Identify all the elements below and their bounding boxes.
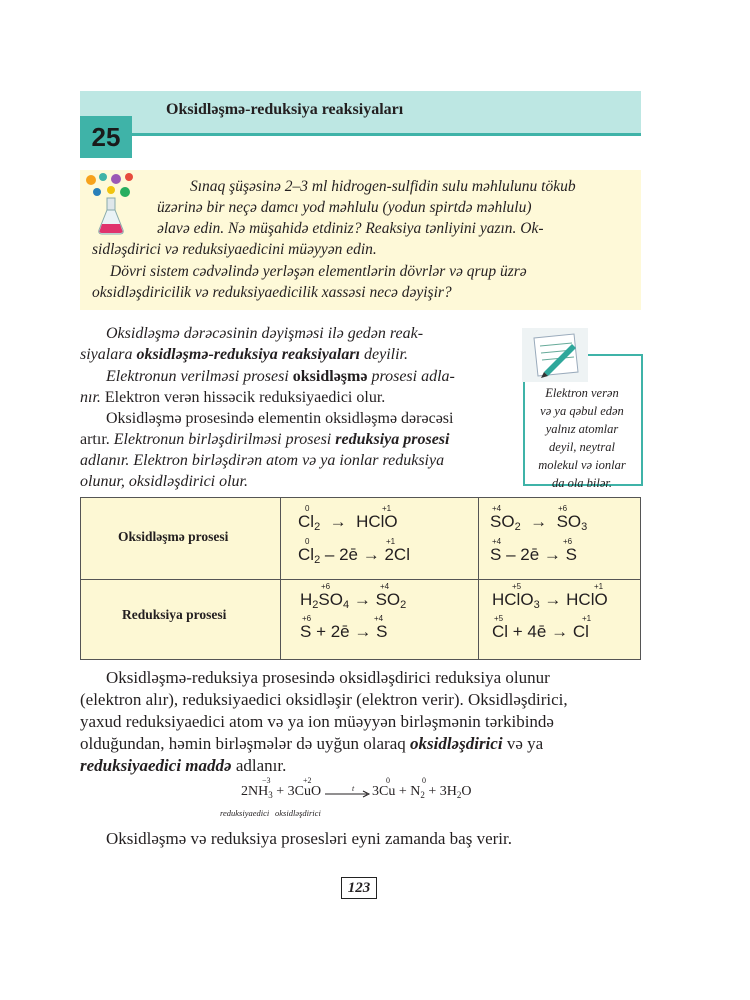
formula: 3Cu + N — [372, 784, 421, 799]
term-reduction: reduksiya prosesi — [335, 431, 450, 448]
formula: Cl — [298, 545, 315, 564]
reaction-equation — [241, 784, 321, 800]
arrow: → — [530, 512, 548, 531]
subscript: 3 — [533, 599, 540, 611]
oxidation-state: +1 — [582, 614, 592, 623]
text: adlanır. — [231, 756, 287, 775]
oxidation-state: +6 — [563, 537, 573, 546]
electrons: – 2ē — [501, 545, 544, 564]
subscript: 4 — [342, 599, 350, 611]
oxidation-state: +6 — [558, 504, 568, 513]
paragraph-line — [80, 733, 543, 755]
formula: S — [490, 545, 502, 564]
subscript: 2 — [420, 790, 425, 800]
equation — [300, 622, 387, 642]
formula: S — [565, 545, 577, 564]
page-number: 123 — [341, 877, 377, 899]
formula: S — [300, 622, 312, 641]
task-line: əlavə edin. Nə müşahidə etdiniz? Reaksiya tənliyini yazın. Ok- — [157, 220, 544, 237]
table-divider — [80, 579, 641, 580]
formula: Cl — [572, 622, 589, 641]
paragraph-line: yaxud reduksiyaedici atom və ya ion müəyyən birləşmənin tərkibində — [80, 712, 554, 731]
text: olduğundan, həmin birləşmələr də uyğun olaraq — [80, 734, 410, 753]
arrow: → — [362, 545, 380, 564]
formula: Cl — [492, 622, 509, 641]
task-line: Sınaq şüşəsinə 2–3 ml hidrogen-sulfidin sulu məhlulunu tökub — [190, 178, 576, 195]
note-line: deyil, neytral — [549, 440, 615, 454]
formula: HClO — [566, 590, 608, 609]
equation — [298, 512, 398, 533]
formula: Cl — [298, 512, 315, 531]
note-line: Elektron verən — [545, 386, 619, 400]
term-redox-reactions: oksidləşmə-reduksiya reaksiyaları — [136, 346, 360, 363]
oxidation-state: +4 — [492, 537, 502, 546]
note-line: və ya qəbul edən — [540, 404, 624, 418]
oxidation-state: 0 — [422, 776, 426, 785]
formula: O — [461, 784, 472, 799]
equation — [300, 590, 406, 611]
electrons: + 2ē — [311, 622, 355, 641]
note-line: molekul və ionlar — [538, 458, 626, 472]
oxidation-state: +4 — [492, 504, 502, 513]
formula: SO — [375, 590, 401, 609]
definition-line — [80, 344, 408, 365]
equation — [492, 590, 608, 611]
arrow: → — [354, 622, 372, 641]
equation — [492, 622, 589, 642]
subscript: 2 — [312, 599, 319, 611]
definition-line: Oksidləşmə dərəcəsinin dəyişməsi ilə gedən reak- — [106, 325, 424, 342]
arrow: → — [353, 590, 371, 609]
formula: HClO — [492, 590, 534, 609]
subscript: 2 — [514, 521, 521, 533]
oxidation-state: +5 — [512, 582, 522, 591]
text: nır. — [80, 389, 101, 406]
lab-flask-icon — [83, 172, 143, 236]
term-oxidation: oksidləşmə — [292, 368, 368, 385]
subscript: 2 — [400, 599, 407, 611]
definition-line — [106, 366, 455, 387]
oxidation-state: +4 — [374, 614, 384, 623]
subscript: 3 — [581, 521, 588, 533]
definition-line — [80, 429, 449, 450]
formula: SO — [556, 512, 582, 531]
subscript: 2 — [314, 554, 321, 566]
note-line: da ola bilər. — [551, 476, 613, 490]
text: Elektronun verilməsi prosesi — [106, 368, 293, 385]
definition-line: Oksidləşmə prosesində elementin oksidləşmə dərəcəsi — [106, 410, 454, 427]
oxidation-state: +5 — [494, 614, 504, 623]
equation — [490, 512, 587, 533]
formula: SO — [490, 512, 515, 531]
oxidation-state: 0 — [386, 776, 390, 785]
oxidation-state: +1 — [594, 582, 604, 591]
notepad-pencil-icon — [522, 328, 588, 382]
formula: + 3H — [424, 784, 457, 799]
arrow: → — [543, 545, 561, 564]
reaction-condition: t — [352, 784, 355, 793]
row-label-oxidation: Oksidləşmə prosesi — [118, 529, 229, 544]
row-label-reduction: Reduksiya prosesi — [122, 607, 227, 622]
task-line: üzərinə bir neçə damcı yod məhlulu (yodun spirtdə məhlulu) — [157, 199, 532, 216]
closing-sentence: Oksidləşmə və reduksiya prosesləri eyni zamanda baş verir. — [106, 829, 512, 848]
task-line: oksidləşdiricilik və reduksiyaedicilik xassəsi necə dəyişir? — [92, 284, 452, 301]
oxidation-state: +6 — [302, 614, 312, 623]
definition-line: adlanır. Elektron birləşdirən atom və ya ionlar reduksiya — [80, 452, 445, 469]
formula: 2Cl — [384, 545, 410, 564]
formula: H — [300, 590, 313, 609]
text: deyilir. — [360, 346, 408, 363]
definition-line — [80, 387, 385, 408]
chapter-number-badge: 25 — [80, 116, 132, 158]
oxidation-state: 0 — [305, 537, 310, 546]
reducer-label: reduksiyaedici — [220, 808, 270, 818]
paragraph-line: Oksidləşmə-reduksiya prosesində oksidləşdirici reduksiya olunur — [106, 668, 550, 687]
equation — [298, 545, 410, 566]
paragraph-line: (elektron alır), reduksiyaedici oksidləşir (elektron verir). Oksidləşdirici, — [80, 690, 568, 709]
equation — [490, 545, 577, 565]
side-note-text — [526, 384, 638, 492]
task-line: sidləşdirici və reduksiyaedicini müəyyən edin. — [92, 241, 377, 258]
definition-line: olunur, oksidləşdirici olur. — [80, 473, 249, 490]
note-line: yalnız atomlar — [545, 422, 619, 436]
oxidation-state: +2 — [303, 776, 312, 785]
formula: + 3CuO — [272, 784, 322, 799]
text: Elektron verən hissəcik reduksiyaedici olur. — [100, 389, 386, 406]
text: prosesi adla- — [367, 368, 455, 385]
oxidation-state: +4 — [380, 582, 390, 591]
formula: S — [376, 622, 388, 641]
reaction-arrow-icon — [323, 784, 371, 800]
reaction-equation — [372, 784, 471, 800]
text: siyalara — [80, 346, 137, 363]
arrow: → — [329, 512, 347, 531]
electrons: + 4ē — [508, 622, 552, 641]
formula: 2NH — [241, 784, 269, 799]
term-reducing-agent: reduksiyaedici maddə — [80, 756, 232, 775]
oxidation-state: +1 — [386, 537, 396, 546]
term-oxidizing-agent: oksidləşdirici — [410, 734, 503, 753]
arrow: → — [551, 622, 569, 641]
chapter-title: Oksidləşmə-reduksiya reaksiyaları — [166, 101, 404, 118]
text: artır. — [80, 431, 114, 448]
text: və ya — [502, 734, 544, 753]
arrow: → — [544, 590, 562, 609]
oxidizer-label: oksidləşdirici — [275, 808, 321, 818]
subscript: 3 — [268, 790, 273, 800]
paragraph-line — [80, 755, 286, 777]
oxidation-state: +6 — [321, 582, 331, 591]
subscript: 2 — [314, 521, 321, 533]
oxidation-state: +1 — [382, 504, 392, 513]
formula: HClO — [356, 512, 398, 531]
subscript: 2 — [456, 790, 462, 800]
electrons: – 2ē — [320, 545, 363, 564]
text: Elektronun birləşdirilməsi prosesi — [113, 431, 336, 448]
task-line: Dövri sistem cədvəlində yerləşən elementlərin dövrlər və qrup üzrə — [110, 263, 527, 280]
formula: SO — [318, 590, 343, 609]
oxidation-state: 0 — [305, 504, 310, 513]
oxidation-state: −3 — [262, 776, 271, 785]
